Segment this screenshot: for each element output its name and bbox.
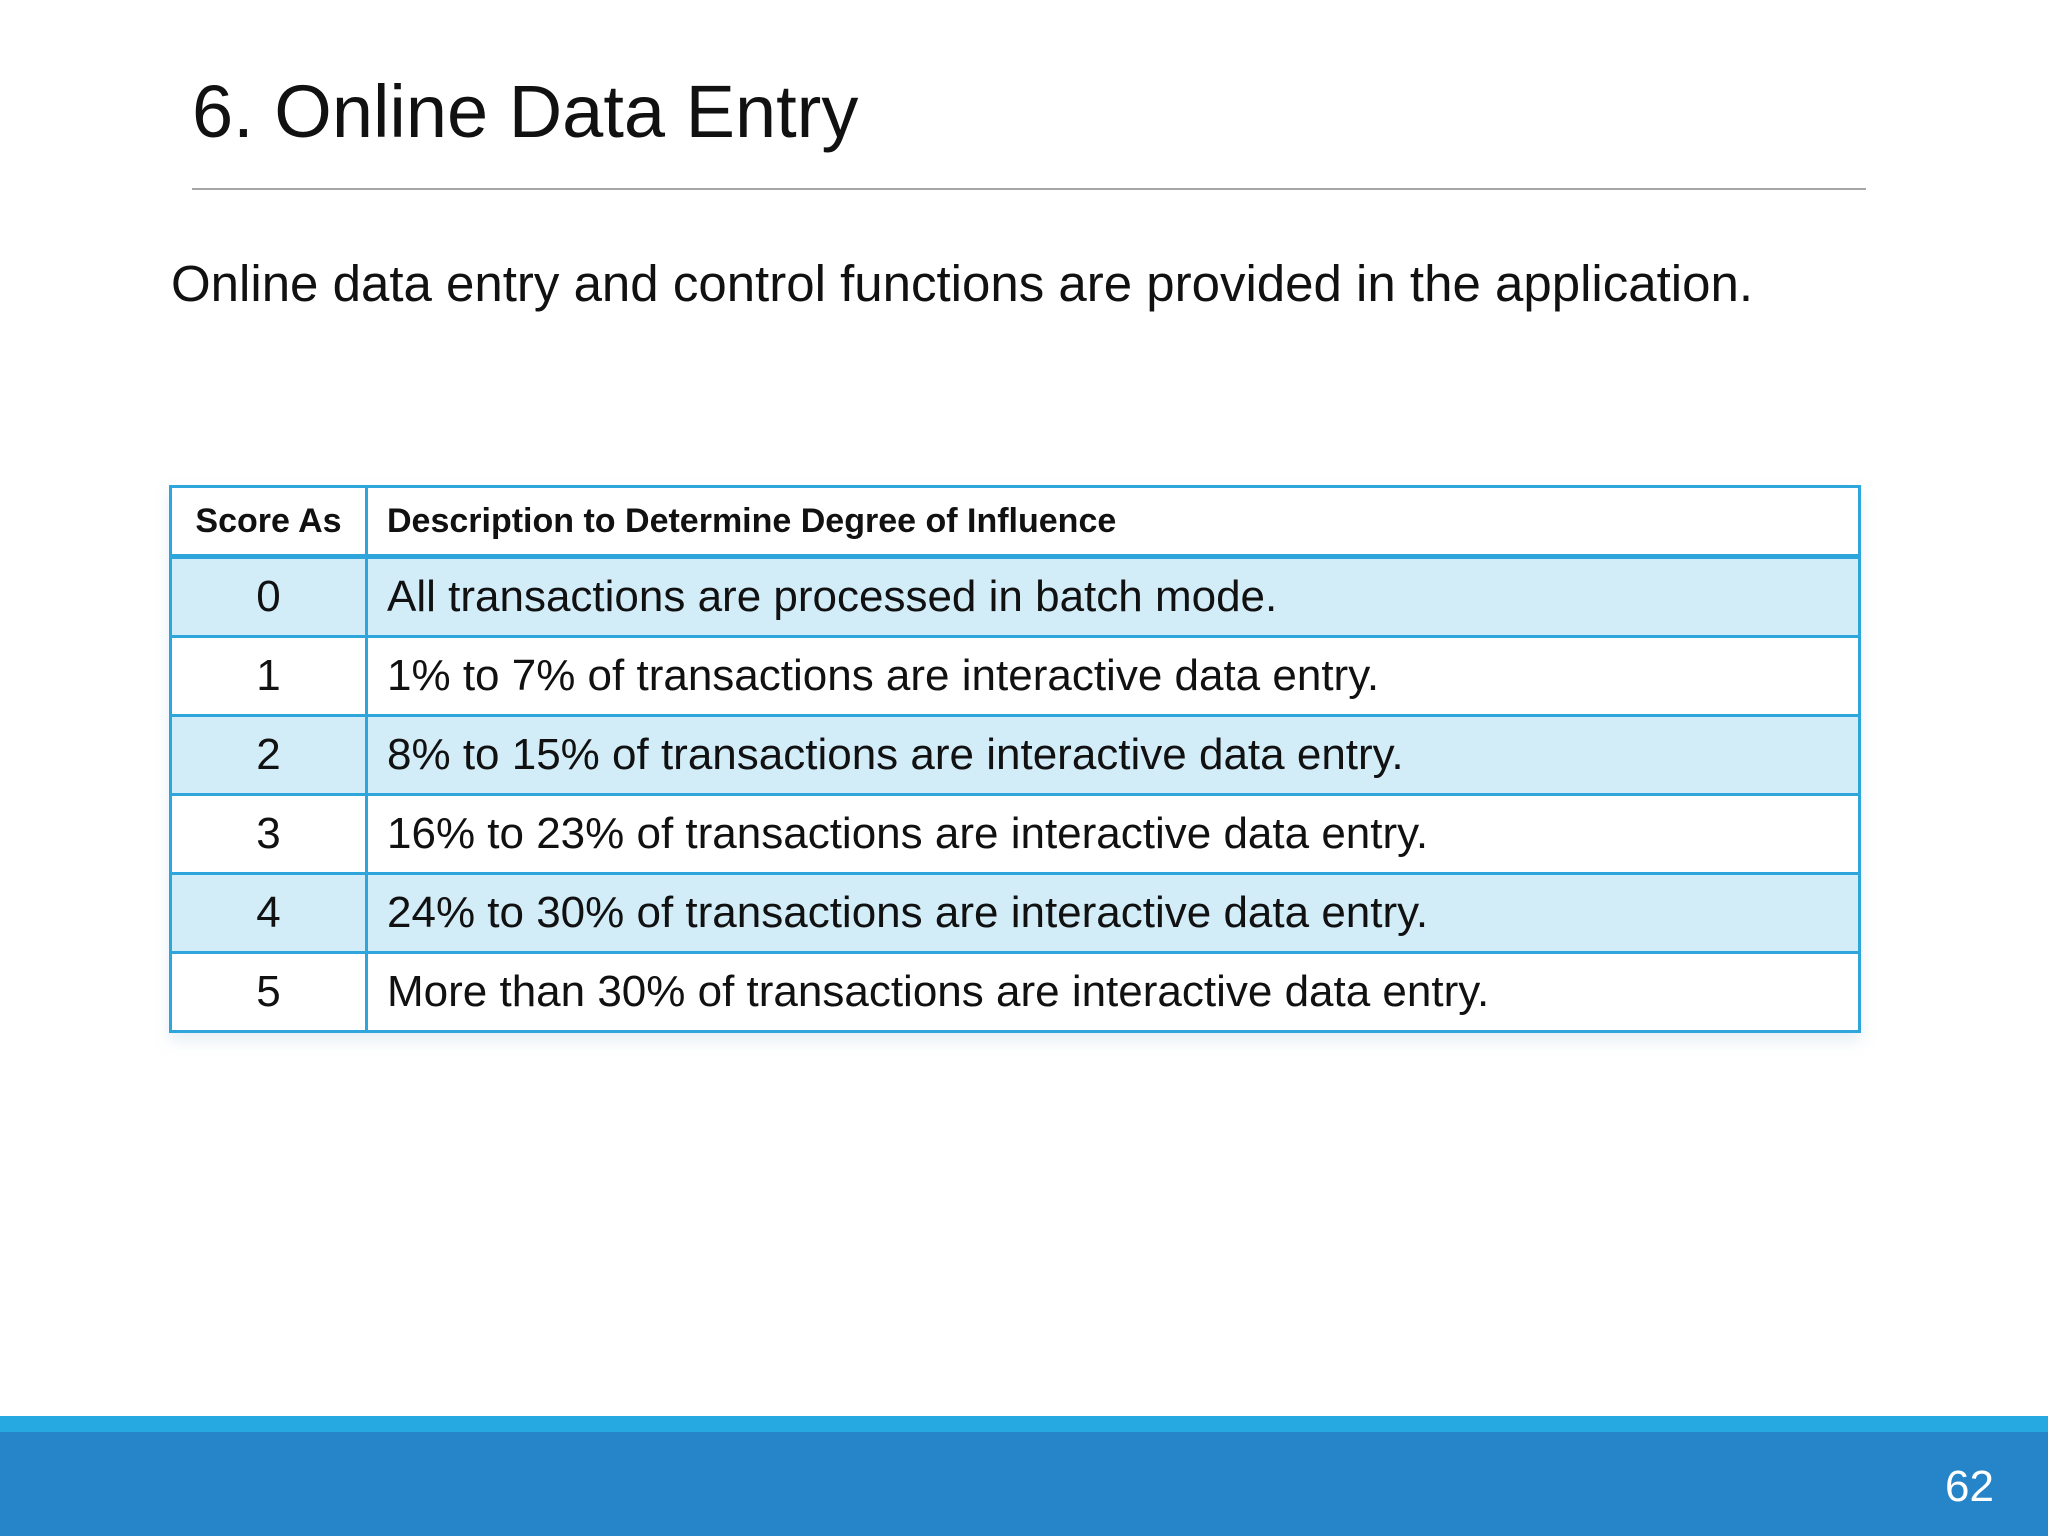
table-row [171,795,1860,874]
influence-table [169,485,1861,1033]
header-score: Score As [171,487,367,557]
row-description: All transactions are processed in batch mode. [367,557,1860,637]
table-header-row [171,487,1860,557]
row-score: 1 [171,637,367,716]
row-score: 5 [171,953,367,1032]
slide-title: 6. Online Data Entry [192,70,859,153]
row-score: 3 [171,795,367,874]
row-description: More than 30% of transactions are interactive data entry. [367,953,1860,1032]
row-description: 8% to 15% of transactions are interactive data entry. [367,716,1860,795]
title-divider [192,188,1866,190]
table-row [171,637,1860,716]
table-row [171,874,1860,953]
header-description: Description to Determine Degree of Influence [367,487,1860,557]
row-score: 2 [171,716,367,795]
footer-accent-strip [0,1416,2048,1432]
row-score: 4 [171,874,367,953]
influence-table-container [169,485,1861,1033]
slide-subtitle: Online data entry and control functions are provided in the application. [171,255,1753,312]
page-number: 62 [1945,1462,1994,1511]
row-description: 1% to 7% of transactions are interactive data entry. [367,637,1860,716]
row-score: 0 [171,557,367,637]
row-description: 16% to 23% of transactions are interactive data entry. [367,795,1860,874]
table-row [171,716,1860,795]
footer-bar [0,1432,2048,1536]
row-description: 24% to 30% of transactions are interactive data entry. [367,874,1860,953]
table-row [171,557,1860,637]
table-row [171,953,1860,1032]
